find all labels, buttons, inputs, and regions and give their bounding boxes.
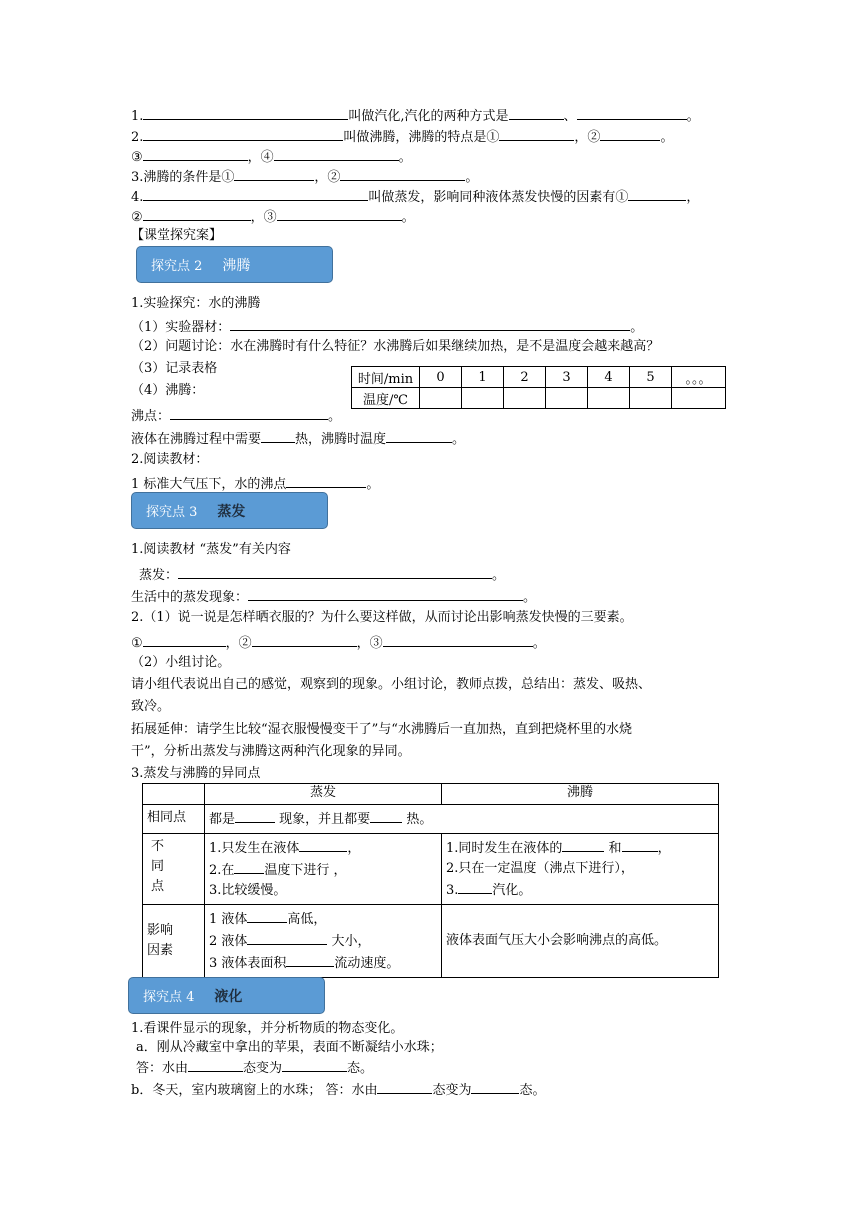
blank[interactable]: [143, 105, 348, 120]
text: 汽化。: [492, 883, 532, 898]
boil-l2: [131, 316, 643, 337]
same-label: 相同点: [143, 805, 205, 834]
blank[interactable]: [143, 206, 251, 221]
text: 态。: [347, 1061, 374, 1076]
diff-boil: [442, 834, 719, 905]
blank[interactable]: [499, 126, 574, 141]
cell[interactable]: [630, 388, 672, 409]
blank[interactable]: [178, 564, 492, 579]
boil-l4: （3）记录表格: [131, 361, 218, 376]
liq-l3: [136, 1057, 373, 1078]
badge-number: 探究点 3: [146, 505, 198, 520]
badge-title: 蒸发: [217, 503, 246, 520]
q4b-num: ②: [131, 210, 143, 225]
section-title: 【课堂探究案】: [131, 228, 223, 243]
evap-l10: 干”，分析出蒸发与沸腾这两种汽化现象的异同。: [131, 744, 411, 759]
cell[interactable]: [420, 388, 462, 409]
blank[interactable]: [286, 952, 334, 967]
badge-explore-3: [131, 492, 328, 529]
cell: 0: [420, 367, 462, 388]
label: （1）实验器材：: [131, 320, 231, 335]
same-content: [205, 805, 719, 834]
text: 态变为: [243, 1061, 283, 1076]
preview-q1: [131, 105, 700, 126]
text: 态。: [519, 1083, 546, 1098]
end: 。: [523, 590, 537, 605]
blank[interactable]: [188, 1057, 243, 1072]
cell[interactable]: [588, 388, 630, 409]
badge-explore-2: [136, 246, 333, 283]
diff-label-char: 不: [151, 839, 165, 854]
badge-explore-4: [128, 977, 325, 1014]
blank[interactable]: [143, 146, 248, 161]
diff-evap: [205, 834, 442, 905]
text: 大小，: [331, 934, 371, 949]
q4b-sep: ，③: [250, 210, 277, 225]
preview-q3: [131, 166, 478, 187]
cell: 1: [462, 367, 504, 388]
text: 2.在: [209, 863, 235, 878]
blank[interactable]: [622, 837, 658, 852]
temp-row: [352, 388, 726, 409]
evap-l5: [131, 632, 546, 653]
blank[interactable]: [600, 126, 660, 141]
label: 生活中的蒸发现象：: [131, 590, 249, 605]
text: 流动速度。: [334, 956, 400, 971]
liq-l2: a．刚从冷藏室中拿出的苹果，表面不断凝结小水珠；: [136, 1040, 443, 1055]
preview-q2: [131, 126, 673, 147]
cell[interactable]: [504, 388, 546, 409]
text: 答：水由: [136, 1061, 189, 1076]
text: 高低，: [287, 912, 327, 927]
text: 都是: [209, 812, 236, 827]
blank[interactable]: [277, 206, 402, 221]
text: 温度下进行 ，: [264, 863, 347, 878]
cell: 时间/min: [352, 367, 420, 388]
num: ①: [131, 636, 143, 651]
boil-l8: 2.阅读教材：: [131, 452, 209, 467]
blank[interactable]: [577, 105, 687, 120]
blank[interactable]: [234, 166, 314, 181]
cell[interactable]: [462, 388, 504, 409]
blank[interactable]: [230, 316, 630, 331]
cell: 温度/℃: [352, 388, 420, 409]
blank[interactable]: [234, 859, 264, 874]
blank[interactable]: [274, 146, 399, 161]
blank[interactable]: [386, 428, 452, 443]
q2b-end: 。: [398, 150, 412, 165]
time-row: [352, 367, 726, 388]
sep: ，③: [356, 636, 383, 651]
blank[interactable]: [235, 808, 275, 823]
text: 3.: [446, 883, 459, 898]
evap-l1: 1.阅读教材 “蒸发”有关内容: [131, 542, 291, 557]
diff-label-char: 同: [151, 859, 165, 874]
q2b-sep: ，④: [247, 150, 274, 165]
preview-q4: [131, 186, 699, 207]
blank[interactable]: [458, 879, 492, 894]
influence-row: [143, 905, 719, 978]
diff-row: [143, 834, 719, 905]
record-table: [351, 366, 726, 409]
q4-num: 4.: [131, 190, 144, 205]
evap-l2: [139, 564, 505, 585]
blank[interactable]: [299, 837, 347, 852]
badge-number: 探究点 2: [151, 259, 203, 274]
text: 现象，并且都要: [279, 812, 371, 827]
blank[interactable]: [261, 428, 295, 443]
q1-sep: 、: [563, 109, 577, 124]
boil-l9: [131, 473, 379, 494]
end: 。: [452, 432, 466, 447]
q3-end: 。: [465, 170, 479, 185]
text: ，: [657, 841, 671, 856]
end: 。: [328, 409, 342, 424]
text: 1.只发生在液体: [209, 841, 300, 856]
text: 3 液体表面积: [209, 956, 287, 971]
q2-num: 2.: [131, 130, 144, 145]
cell: 4: [588, 367, 630, 388]
q1-text: 叫做汽化,汽化的两种方式是: [348, 109, 509, 124]
boil-l3: （2）问题讨论：水在沸腾时有什么特征？水沸腾后如果继续加热，是不是温度会越来越高？: [131, 339, 660, 354]
boil-l6: [131, 405, 341, 426]
text: b．冬天，室内玻璃窗上的水珠； 答：水由: [131, 1083, 378, 1098]
evap-l3: [131, 586, 536, 607]
boil-l7: [131, 428, 465, 449]
text: 态变为: [432, 1083, 472, 1098]
q3-text: 3.沸腾的条件是①: [131, 170, 235, 185]
q2-sep: ，②: [574, 130, 601, 145]
label: 液体在沸腾过程中需要: [131, 432, 262, 447]
label: 热，沸腾时温度: [295, 432, 387, 447]
evap-l7: 请小组代表说出自己的感觉，观察到的现象。小组讨论，教师点拨，总结出：蒸发、吸热、: [131, 677, 652, 692]
evap-l4: 2.（1）说一说是怎样晒衣服的？为什么要这样做，从而讨论出影响蒸发快慢的三要素。: [131, 610, 633, 625]
blank[interactable]: [628, 186, 686, 201]
end: 。: [532, 636, 546, 651]
liq-l4: [131, 1079, 546, 1100]
text: 2.只在一定温度（沸点下进行），: [446, 861, 634, 876]
end: 。: [630, 320, 644, 335]
cell[interactable]: [546, 388, 588, 409]
blank[interactable]: [471, 1079, 519, 1094]
influence-label: [143, 905, 205, 978]
blank[interactable]: [282, 1057, 347, 1072]
blank[interactable]: [340, 166, 465, 181]
blank[interactable]: [143, 632, 226, 647]
label: 1 标准大气压下，水的沸点: [131, 477, 287, 492]
text: 1 液体: [209, 912, 248, 927]
blank[interactable]: [377, 1079, 432, 1094]
blank[interactable]: [170, 405, 328, 420]
preview-q4b: [131, 206, 415, 227]
q4-end: ，: [686, 190, 700, 205]
evap-l9: 拓展延伸：请学生比较“湿衣服慢慢变干了”与“水沸腾后一直加热，直到把烧杯里的水烧: [131, 722, 632, 737]
preview-q2b: [131, 146, 412, 167]
blank[interactable]: [143, 126, 343, 141]
blank[interactable]: [252, 632, 357, 647]
compare-table: [142, 783, 719, 978]
text: 1.同时发生在液体的: [446, 841, 563, 856]
q4-text: 叫做蒸发，影响同种液体蒸发快慢的因素有①: [368, 190, 629, 205]
cell: 。。。: [672, 367, 726, 388]
sep: ，②: [225, 636, 252, 651]
cell: 3: [546, 367, 588, 388]
blank[interactable]: [562, 837, 604, 852]
liq-l1: 1.看课件显示的现象，并分析物质的物态变化。: [131, 1021, 404, 1036]
boil-l1: 1.实验探究：水的沸腾: [131, 296, 261, 311]
header-evap: 蒸发: [205, 784, 442, 805]
evap-l6: （2）小组讨论。: [131, 655, 231, 670]
badge-title: 液化: [214, 988, 243, 1005]
boil-l5: （4）沸腾：: [131, 383, 205, 398]
header-row: [143, 784, 719, 805]
evap-l11: 3.蒸发与沸腾的异同点: [131, 766, 261, 781]
q1-end: 。: [686, 109, 700, 124]
blank[interactable]: [247, 908, 287, 923]
diff-label: [143, 834, 205, 905]
text: 和: [608, 841, 622, 856]
q2b-num: ③: [131, 150, 143, 165]
blank[interactable]: [143, 186, 368, 201]
blank[interactable]: [247, 930, 327, 945]
cell: 5: [630, 367, 672, 388]
header-boil: 沸腾: [442, 784, 719, 805]
badge-number: 探究点 4: [143, 990, 195, 1005]
influence-label-line: 因素: [147, 943, 174, 958]
influence-label-line: 影响: [147, 923, 174, 938]
text: 热。: [406, 812, 433, 827]
q2-text: 叫做沸腾，沸腾的特点是①: [343, 130, 500, 145]
influence-boil: 液体表面气压大小会影响沸点的高低。: [442, 905, 719, 978]
text: 2 液体: [209, 934, 248, 949]
diff-label-char: 点: [151, 879, 165, 894]
cell[interactable]: [672, 388, 726, 409]
text: ，: [347, 841, 361, 856]
badge-title: 沸腾: [222, 257, 251, 274]
q2-end: 。: [660, 130, 674, 145]
corner-cell: [143, 784, 205, 805]
cell: 2: [504, 367, 546, 388]
blank[interactable]: [509, 105, 564, 120]
q4b-end: 。: [401, 210, 415, 225]
label: 沸点：: [131, 409, 171, 424]
blank[interactable]: [370, 808, 402, 823]
blank[interactable]: [383, 632, 533, 647]
influence-evap: [205, 905, 442, 978]
end: 。: [366, 477, 380, 492]
q1-num: 1.: [131, 109, 144, 124]
text: 3.比较缓慢。: [209, 883, 287, 898]
blank[interactable]: [286, 473, 366, 488]
evap-l8: 致冷。: [131, 699, 171, 714]
q3-sep: ，②: [314, 170, 341, 185]
label: 蒸发：: [139, 568, 179, 583]
end: 。: [492, 568, 506, 583]
same-row: [143, 805, 719, 834]
blank[interactable]: [248, 586, 523, 601]
